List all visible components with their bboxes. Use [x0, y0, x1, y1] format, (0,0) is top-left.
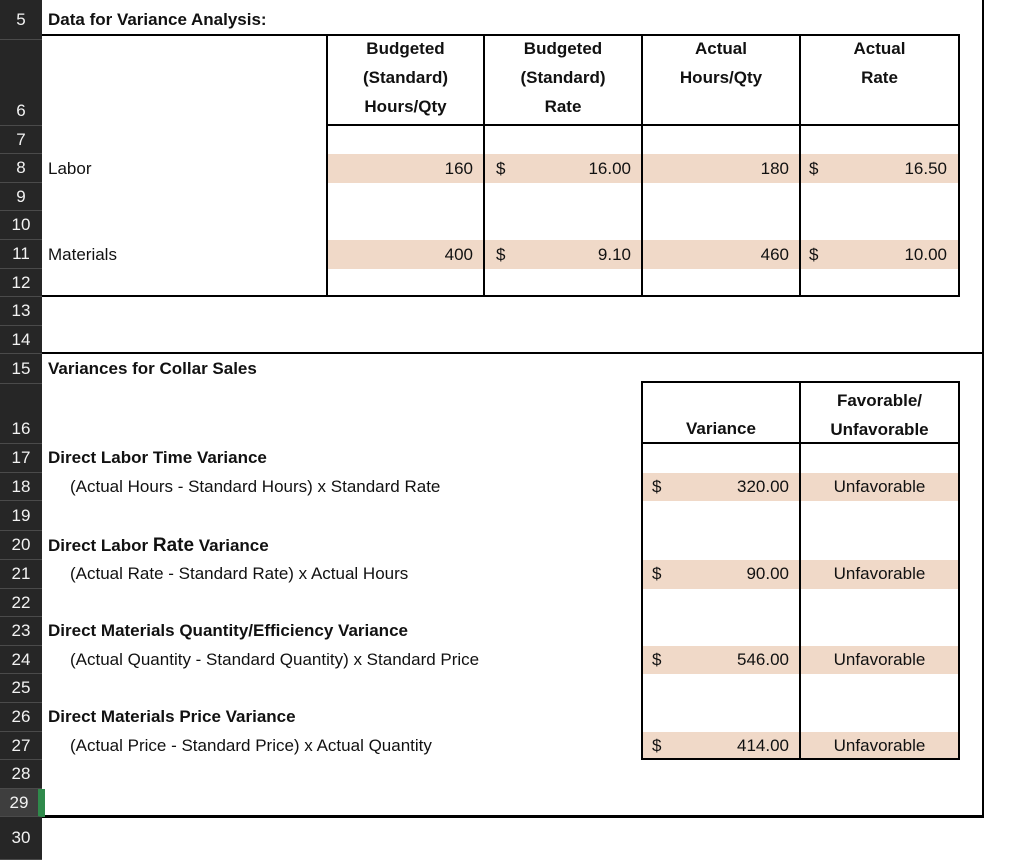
item-2-sym: $ — [652, 564, 662, 583]
row-header-24[interactable]: 24 — [0, 646, 42, 674]
labor-label[interactable]: Labor — [48, 159, 92, 178]
item-2-title — [48, 535, 269, 557]
row-header-26[interactable]: 26 — [0, 703, 42, 732]
item-4-formula: (Actual Price - Standard Price) x Actual Quantity — [70, 736, 432, 755]
item-2-formula: (Actual Rate - Standard Rate) x Actual Hours — [70, 564, 409, 583]
materials-act-qty[interactable]: 460 — [760, 245, 789, 264]
materials-std-rate[interactable]: 9.10 — [597, 245, 631, 264]
labor-act-qty[interactable]: 180 — [760, 159, 789, 178]
row-header-17[interactable]: 17 — [0, 444, 42, 473]
header-line: (Standard) — [363, 68, 448, 87]
section1-title: Data for Variance Analysis: — [48, 10, 267, 29]
header-line: Rate — [544, 97, 582, 116]
section-separator — [42, 352, 984, 354]
table1-bottom-border — [42, 295, 960, 297]
item-1-title: Direct Labor Time Variance — [48, 448, 267, 467]
header-favorable-unfavorable — [801, 386, 958, 444]
row-header-22[interactable]: 22 — [0, 589, 42, 617]
header-line: Budgeted — [523, 39, 603, 58]
header-line: Actual — [853, 39, 906, 58]
header-variance: Variance — [686, 419, 756, 438]
header-line: Actual — [695, 39, 747, 58]
item-4-title: Direct Materials Price Variance — [48, 707, 296, 726]
row-header-13[interactable]: 13 — [0, 297, 42, 326]
row-header-6[interactable]: 6 — [0, 40, 42, 126]
item-4-value[interactable]: 414.00 — [737, 736, 789, 755]
header-line: Unfavorable — [830, 420, 929, 439]
row-header-15[interactable]: 15 — [0, 354, 42, 384]
row-header-19[interactable]: 19 — [0, 501, 42, 531]
row-header-30[interactable]: 30 — [0, 817, 42, 860]
item-3-title: Direct Materials Quantity/Efficiency Variance — [48, 621, 408, 640]
item-2-value[interactable]: 90.00 — [746, 564, 789, 583]
selected-row-indicator — [42, 789, 45, 817]
header-budgeted-hours — [328, 34, 483, 121]
row-headers — [0, 0, 42, 860]
row-header-16[interactable]: 16 — [0, 384, 42, 444]
row-header-25[interactable]: 25 — [0, 674, 42, 703]
row-header-11[interactable]: 11 — [0, 240, 42, 269]
item-3-formula: (Actual Quantity - Standard Quantity) x Standard Price — [70, 650, 480, 669]
row-header-18[interactable]: 18 — [0, 473, 42, 501]
row-header-7[interactable]: 7 — [0, 126, 42, 154]
item-2-title-big: Rate — [152, 535, 195, 556]
item-3-value[interactable]: 546.00 — [737, 650, 789, 669]
row-header-10[interactable]: 10 — [0, 211, 42, 240]
table1-right-border — [958, 34, 960, 297]
header-line: Hours/Qty — [364, 97, 447, 116]
row-header-27[interactable]: 27 — [0, 732, 42, 760]
item-3-status[interactable]: Unfavorable — [833, 650, 926, 669]
materials-act-rate[interactable]: 10.00 — [904, 245, 947, 264]
header-line: Budgeted — [366, 39, 445, 58]
labor-std-rate[interactable]: 16.00 — [588, 159, 631, 178]
sheet-right-border — [982, 0, 984, 818]
row-header-29[interactable]: 29 — [0, 789, 42, 817]
item-4-sym: $ — [652, 736, 662, 755]
item-4-status[interactable]: Unfavorable — [833, 736, 926, 755]
sheet-bottom-border — [42, 815, 984, 818]
item-1-status[interactable]: Unfavorable — [833, 477, 926, 496]
header-line: (Standard) — [520, 68, 606, 87]
item-1-value[interactable]: 320.00 — [737, 477, 789, 496]
row-header-14[interactable]: 14 — [0, 326, 42, 354]
table2-right-border — [958, 381, 960, 760]
section2-title: Variances for Collar Sales — [48, 359, 257, 378]
row-header-23[interactable]: 23 — [0, 617, 42, 646]
labor-act-rate-sym: $ — [809, 159, 819, 178]
header-actual-rate — [801, 34, 958, 92]
header-line: Favorable/ — [836, 391, 923, 410]
header-actual-hours — [643, 34, 799, 92]
header-line: Rate — [861, 68, 898, 87]
item-3-sym: $ — [652, 650, 662, 669]
row-header-8[interactable]: 8 — [0, 154, 42, 183]
row-header-12[interactable]: 12 — [0, 269, 42, 297]
row-header-20[interactable]: 20 — [0, 531, 42, 560]
table1-header-bottom-border — [326, 124, 960, 126]
header-budgeted-rate — [485, 34, 641, 121]
labor-act-rate[interactable]: 16.50 — [904, 159, 947, 178]
item-2-status[interactable]: Unfavorable — [833, 564, 926, 583]
item-1-sym: $ — [652, 477, 662, 496]
item-2-title-pre: Direct Labor — [48, 536, 153, 555]
materials-std-qty[interactable]: 400 — [444, 245, 473, 264]
labor-std-qty[interactable]: 160 — [444, 159, 473, 178]
row-header-5[interactable]: 5 — [0, 0, 42, 40]
item-1-formula: (Actual Hours - Standard Hours) x Standard Rate — [70, 477, 441, 496]
materials-act-rate-sym: $ — [809, 245, 819, 264]
materials-label[interactable]: Materials — [48, 245, 117, 264]
labor-std-rate-sym: $ — [496, 159, 506, 178]
materials-std-rate-sym: $ — [496, 245, 506, 264]
header-line: Hours/Qty — [679, 68, 763, 87]
row-header-9[interactable]: 9 — [0, 183, 42, 211]
row-header-21[interactable]: 21 — [0, 560, 42, 589]
item-2-title-post: Variance — [194, 536, 269, 555]
spreadsheet-grid[interactable] — [42, 0, 1024, 860]
row-header-28[interactable]: 28 — [0, 760, 42, 789]
